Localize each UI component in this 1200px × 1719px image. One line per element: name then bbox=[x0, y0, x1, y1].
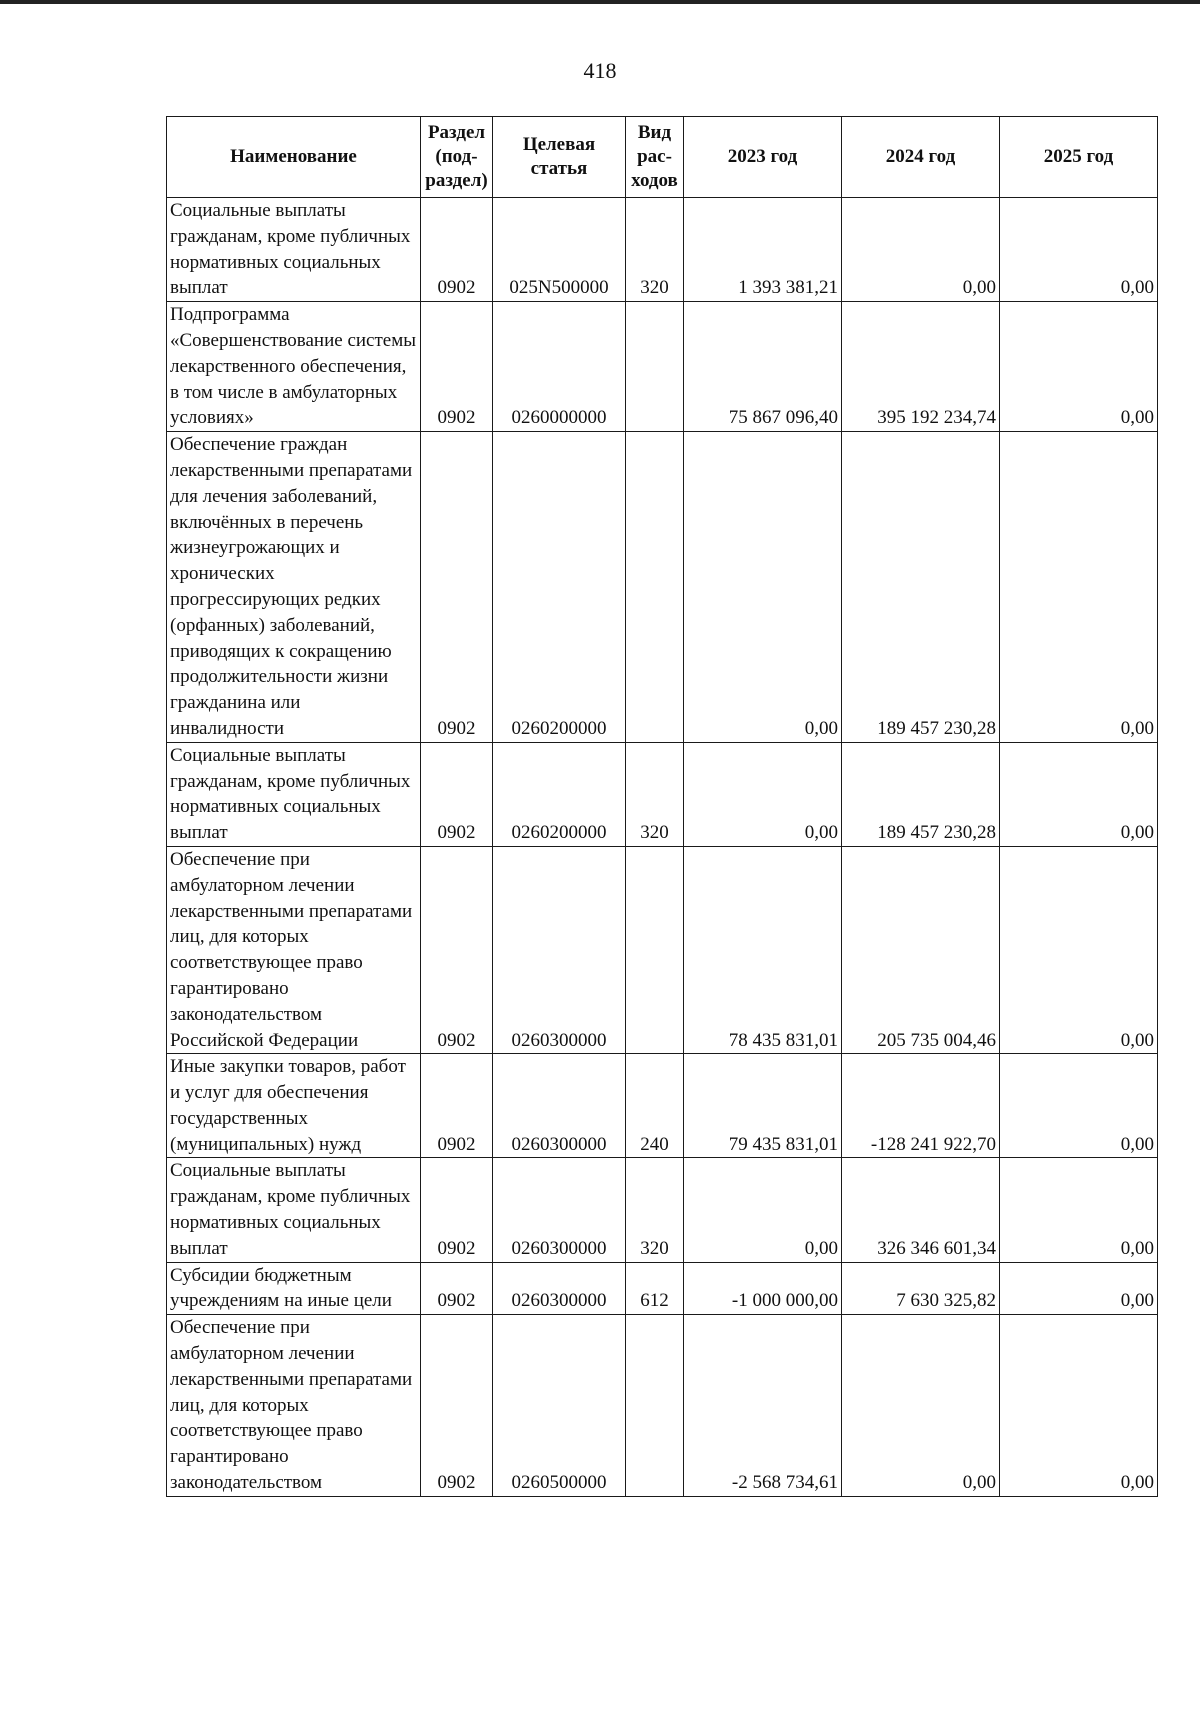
page-top-rule bbox=[0, 0, 1200, 4]
cell-name: Обеспечение граждан лекарственными препаратами для лечения заболеваний, включённых в перечень жизнеугрожающих и хронических прогрессирующих редких (орфанных) заболеваний, приводящих к сокращению продолжительности жизни гражданина или инвалидности bbox=[167, 432, 421, 743]
cell-2024: 326 346 601,34 bbox=[842, 1158, 1000, 1262]
cell-section: 0902 bbox=[421, 198, 493, 302]
cell-target: 0260200000 bbox=[493, 432, 626, 743]
table-row bbox=[167, 1054, 1158, 1158]
cell-2025: 0,00 bbox=[1000, 846, 1158, 1053]
cell-name: Социальные выплаты гражданам, кроме публичных нормативных социальных выплат bbox=[167, 742, 421, 846]
cell-2023: 1 393 381,21 bbox=[684, 198, 842, 302]
cell-section: 0902 bbox=[421, 302, 493, 432]
cell-2023: 75 867 096,40 bbox=[684, 302, 842, 432]
page-number: 418 bbox=[583, 58, 617, 83]
table-row bbox=[167, 302, 1158, 432]
cell-name: Социальные выплаты гражданам, кроме публичных нормативных социальных выплат bbox=[167, 198, 421, 302]
cell-kind: 240 bbox=[626, 1054, 684, 1158]
table-body bbox=[167, 198, 1158, 1497]
cell-name: Социальные выплаты гражданам, кроме публичных нормативных социальных выплат bbox=[167, 1158, 421, 1262]
cell-2024: 0,00 bbox=[842, 198, 1000, 302]
table-row bbox=[167, 1262, 1158, 1315]
cell-2023: 0,00 bbox=[684, 1158, 842, 1262]
cell-target: 0260300000 bbox=[493, 846, 626, 1053]
cell-section: 0902 bbox=[421, 1158, 493, 1262]
budget-table bbox=[166, 116, 1158, 1497]
cell-section: 0902 bbox=[421, 742, 493, 846]
cell-target: 0260000000 bbox=[493, 302, 626, 432]
cell-2024: 189 457 230,28 bbox=[842, 432, 1000, 743]
table-header-row bbox=[167, 117, 1158, 198]
cell-2024: 7 630 325,82 bbox=[842, 1262, 1000, 1315]
cell-kind: 320 bbox=[626, 742, 684, 846]
cell-target: 0260300000 bbox=[493, 1054, 626, 1158]
table-row bbox=[167, 1315, 1158, 1497]
cell-2023: 79 435 831,01 bbox=[684, 1054, 842, 1158]
cell-2023: 78 435 831,01 bbox=[684, 846, 842, 1053]
cell-target: 025N500000 bbox=[493, 198, 626, 302]
cell-target: 0260300000 bbox=[493, 1262, 626, 1315]
cell-kind: 320 bbox=[626, 1158, 684, 1262]
table-row bbox=[167, 742, 1158, 846]
cell-target: 0260200000 bbox=[493, 742, 626, 846]
cell-kind: 612 bbox=[626, 1262, 684, 1315]
header-target: Целевая статья bbox=[493, 117, 626, 198]
header-kind: Вид рас-ходов bbox=[626, 117, 684, 198]
cell-2024: 205 735 004,46 bbox=[842, 846, 1000, 1053]
cell-2025: 0,00 bbox=[1000, 302, 1158, 432]
cell-section: 0902 bbox=[421, 1054, 493, 1158]
header-name: Наименование bbox=[167, 117, 421, 198]
cell-2023: -1 000 000,00 bbox=[684, 1262, 842, 1315]
header-2023: 2023 год bbox=[684, 117, 842, 198]
cell-2023: 0,00 bbox=[684, 432, 842, 743]
table-row bbox=[167, 432, 1158, 743]
cell-2025: 0,00 bbox=[1000, 1315, 1158, 1497]
cell-name: Иные закупки товаров, работ и услуг для обеспечения государственных (муниципальных) нужд bbox=[167, 1054, 421, 1158]
cell-2024: -128 241 922,70 bbox=[842, 1054, 1000, 1158]
header-2024: 2024 год bbox=[842, 117, 1000, 198]
cell-2025: 0,00 bbox=[1000, 1158, 1158, 1262]
cell-target: 0260500000 bbox=[493, 1315, 626, 1497]
cell-2023: 0,00 bbox=[684, 742, 842, 846]
cell-name: Подпрограмма «Совершенствование системы лекарственного обеспечения, в том числе в амбулаторных условиях» bbox=[167, 302, 421, 432]
cell-section: 0902 bbox=[421, 1315, 493, 1497]
cell-section: 0902 bbox=[421, 1262, 493, 1315]
table-row bbox=[167, 846, 1158, 1053]
cell-2024: 189 457 230,28 bbox=[842, 742, 1000, 846]
table-row bbox=[167, 1158, 1158, 1262]
cell-2023: -2 568 734,61 bbox=[684, 1315, 842, 1497]
cell-2025: 0,00 bbox=[1000, 432, 1158, 743]
header-2025: 2025 год bbox=[1000, 117, 1158, 198]
cell-2025: 0,00 bbox=[1000, 742, 1158, 846]
cell-section: 0902 bbox=[421, 846, 493, 1053]
cell-2025: 0,00 bbox=[1000, 198, 1158, 302]
cell-kind bbox=[626, 1315, 684, 1497]
cell-kind: 320 bbox=[626, 198, 684, 302]
cell-kind bbox=[626, 432, 684, 743]
cell-2024: 0,00 bbox=[842, 1315, 1000, 1497]
cell-section: 0902 bbox=[421, 432, 493, 743]
cell-target: 0260300000 bbox=[493, 1158, 626, 1262]
header-section: Раздел (под-раздел) bbox=[421, 117, 493, 198]
cell-2025: 0,00 bbox=[1000, 1054, 1158, 1158]
cell-2025: 0,00 bbox=[1000, 1262, 1158, 1315]
cell-name: Обеспечение при амбулаторном лечении лекарственными препаратами лиц, для которых соответствующее право гарантировано законодательством bbox=[167, 1315, 421, 1497]
table-row bbox=[167, 198, 1158, 302]
cell-kind bbox=[626, 302, 684, 432]
cell-kind bbox=[626, 846, 684, 1053]
cell-name: Обеспечение при амбулаторном лечении лекарственными препаратами лиц, для которых соответствующее право гарантировано законодательством Российской Федерации bbox=[167, 846, 421, 1053]
cell-2024: 395 192 234,74 bbox=[842, 302, 1000, 432]
cell-name: Субсидии бюджетным учреждениям на иные цели bbox=[167, 1262, 421, 1315]
